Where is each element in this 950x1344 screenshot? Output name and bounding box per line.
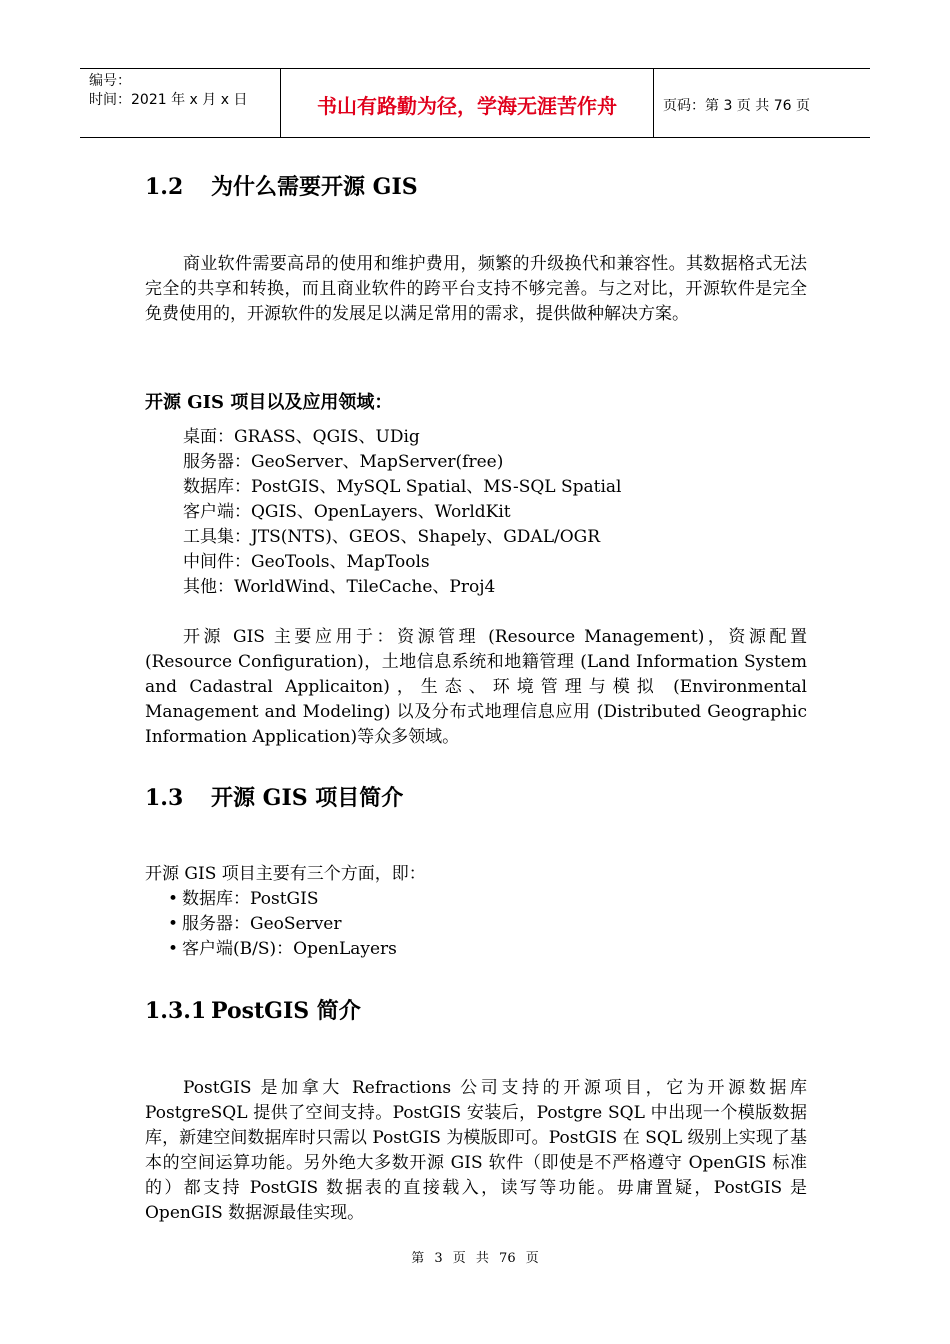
list-item: • 客户端(B/S)：OpenLayers [168,937,397,962]
list-item: 中间件：GeoTools、MapTools [183,552,430,572]
section-1-3-1-body [145,1076,807,1226]
doc-number-label: 编号： [89,73,131,89]
bullet-list [168,887,397,962]
section-heading-1-3-1 [145,994,361,1025]
list-item: 工具集：JTS(NTS)、GEOS、Shapely、GDAL/OGR [183,527,601,547]
page-header [80,68,870,138]
section-heading-1-3 [145,781,403,812]
paragraph: 商业软件需要高昂的使用和维护费用，频繁的升级换代和兼容性。其数据格式无法完全的共享和转换，而且商业软件的跨平台支持不够完善。与之对比，开源软件是完全免费使用的，开源软件的发展足以满足常用的需求，提供做种解决方案。 [145,254,807,324]
section-1-2-intro [145,252,807,327]
list-item: 客户端：QGIS、OpenLayers、WorldKit [183,502,511,522]
list-item: 其他：WorldWind、TileCache、Proj4 [183,577,496,597]
list-item: 数据库：PostGIS、MySQL Spatial、MS-SQL Spatial [183,477,622,497]
header-page-code: 页码：第 3 页 共 76 页 [663,97,810,114]
paragraph: 开源 GIS 主要应用于：资源管理 (Resource Management)，资源配置(Resource Configuration)，土地信息系统和地籍管理 (Land Information System and Cadastral Applicaiton)，生态、环境管理与模拟 (Environmental Management and Modeling) 以及分布式地理信息应用 (Distributed Geographic Information Application)等众多领域。 [145,627,807,747]
header-meta-cell [80,69,281,137]
list-item: • 服务器：GeoServer [168,912,397,937]
paragraph: 开源 GIS 项目主要有三个方面，即： [145,864,426,884]
section-number: 1.3.1 [145,998,207,1024]
list-item: 桌面：GRASS、QGIS、UDig [183,427,420,447]
section-title: PostGIS 简介 [211,998,361,1024]
section-number: 1.2 [145,174,184,200]
projects-list [183,425,621,600]
list-item: 服务器：GeoServer、MapServer(free) [183,452,504,472]
applications-block [145,625,807,750]
section-1-3-intro [145,862,807,887]
section-title: 为什么需要开源 GIS [211,174,418,200]
list-item: • 数据库：PostGIS [168,887,397,912]
header-motto: 书山有路勤为径，学海无涯苦作舟 [281,69,654,137]
time-label: 时间：2021 年 x 月 x 日 [89,92,248,108]
section-heading-1-2 [145,170,418,201]
section-title: 开源 GIS 项目简介 [211,785,404,811]
page-footer: 第 3 页 共 76 页 [411,1251,539,1266]
projects-heading: 开源 GIS 项目以及应用领域： [145,392,393,413]
section-number: 1.3 [145,785,184,811]
paragraph: PostGIS 是加拿大 Refractions 公司支持的开源项目，它为开源数据库 PostgreSQL 提供了空间支持。PostGIS 安装后，Postgre SQL 中出现一个模版数据库，新建空间数据库时只需以 PostGIS 为模版即可。PostGIS 在 SQL 级别上实现了基本的空间运算功能。另外绝大多数开源 GIS 软件（即使是不严格遵守 OpenGIS 标准的）都支持 PostGIS 数据表的直接载入，读写等功能。毋庸置疑，PostGIS 是 OpenGIS 数据源最佳实现。 [145,1078,807,1223]
